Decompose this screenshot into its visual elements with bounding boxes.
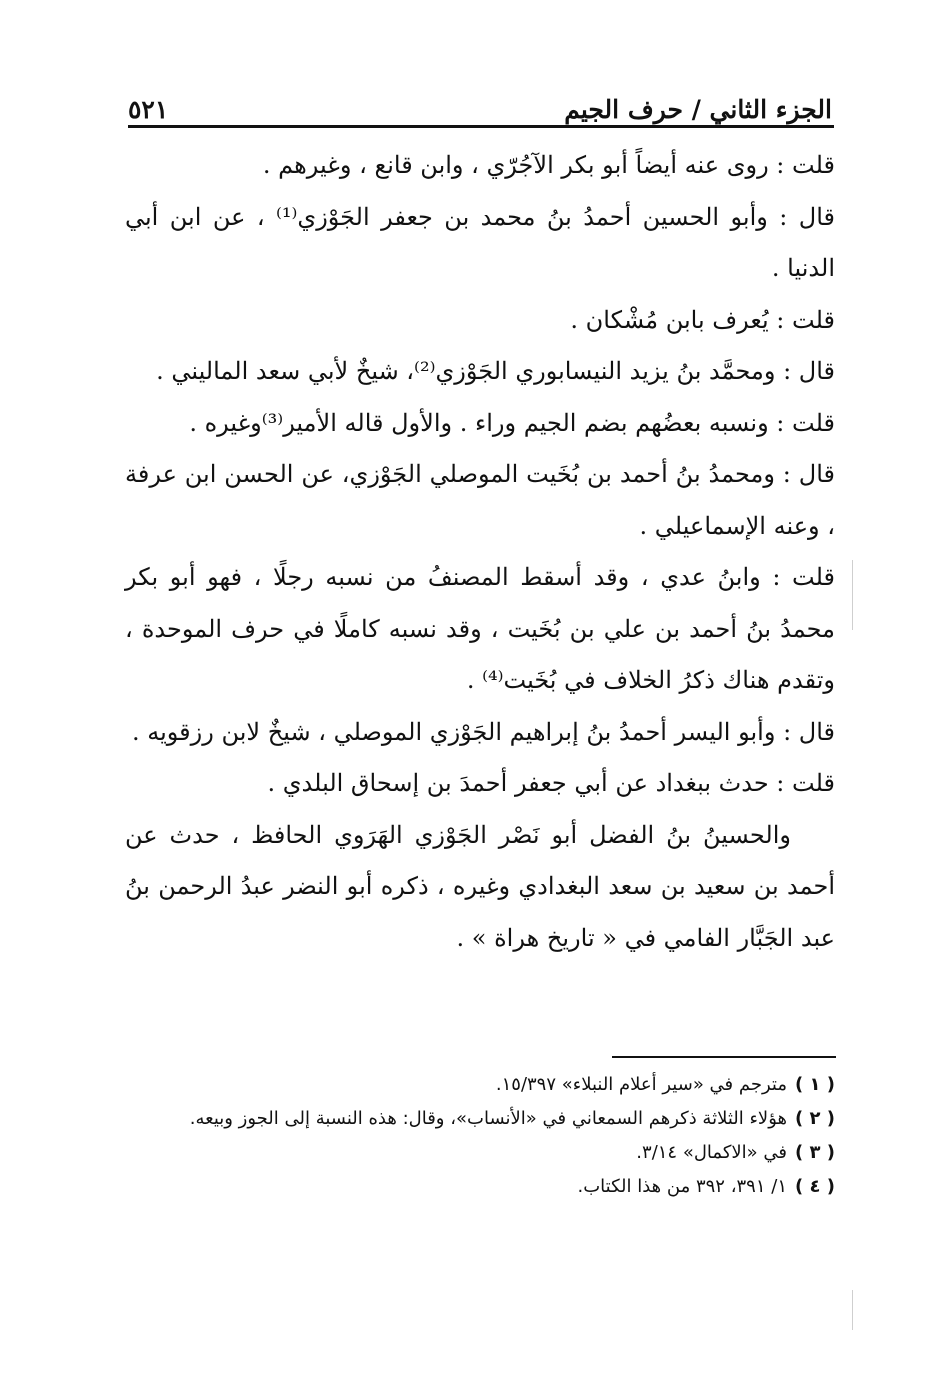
footnote-number: ( ٤ )	[795, 1176, 835, 1197]
paragraph: قلت : ونسبه بعضُهم بضم الجيم وراء . والأول قاله الأمير⁽³⁾وغيره .	[189, 408, 835, 437]
paragraph: قلت : وابنُ عدي ، وقد أسقط المصنفُ من نسبه رجلًا ، فهو أبو بكر محمدُ بنُ أحمد بن علي بن بُخَيت ، وقد نسبه كاملًا في حرف الموحدة ، وتقدم هناك ذكرُ الخلاف في بُخَيت⁽⁴⁾ .	[125, 563, 835, 694]
footnote	[125, 1136, 835, 1170]
paragraph: والحسينُ بنُ الفضل أبو نَصْر الجَوْزي الهَرَوي الحافظ ، حدث عن أحمد بن سعيد بن سعد البغدادي وغيره ، ذكره أبو النضر عبدُ الرحمن بنُ عبد الجَبَّار الفامي في « تاريخ هراة » .	[125, 820, 835, 952]
footnote	[125, 1102, 835, 1136]
paragraph: قال : وأبو الحسين أحمدُ بنُ محمد بن جعفر الجَوْزي⁽¹⁾ ، عن ابن أبي الدنيا .	[125, 202, 835, 282]
footnote-number: ( ٢ )	[795, 1108, 835, 1129]
scan-margin-mark	[852, 1290, 853, 1330]
footnote	[125, 1068, 835, 1102]
footnote-text: مترجم في «سير أعلام النبلاء» ١٥/٣٩٧.	[495, 1074, 787, 1095]
running-header	[128, 78, 832, 124]
paragraph: قلت : روى عنه أيضاً أبو بكر الآجُرّي ، وابن قانع ، وغيرهم .	[262, 151, 835, 179]
paragraph: قال : ومحمَّد بنُ يزيد النيسابوري الجَوْزي⁽²⁾، شيخٌ لأبي سعد الماليني .	[156, 357, 835, 385]
paragraph: قلت : يُعرف بابن مُشْكان .	[570, 305, 835, 334]
page-number: ٥٢١	[128, 95, 169, 124]
footnote-text: في «الاكمال» ٣/١٤.	[636, 1142, 787, 1163]
footnote-number: ( ١ )	[795, 1074, 835, 1095]
footnote-rule	[612, 1056, 836, 1058]
footnote-text: ١/ ٣٩١، ٣٩٢ من هذا الكتاب.	[577, 1176, 787, 1197]
footnotes	[125, 1068, 835, 1204]
footnote-text: هؤلاء الثلاثة ذكرهم السمعاني في «الأنساب»، وقال: هذه النسبة إلى الجوز وبيعه.	[189, 1108, 787, 1129]
running-title: الجزء الثاني / حرف الجيم	[564, 95, 832, 124]
main-text	[125, 140, 835, 964]
paragraph: قلت : حدث ببغداد عن أبي جعفر أحمدَ بن إسحاق البلدي .	[267, 769, 835, 797]
footnote-number: ( ٣ )	[795, 1142, 835, 1163]
scan-margin-mark	[852, 560, 853, 630]
paragraph: قال : ومحمدُ بنُ أحمد بن بُخَيت الموصلي الجَوْزي، عن الحسن ابن عرفة ، وعنه الإسماعيلي .	[125, 460, 835, 540]
footnote	[125, 1170, 835, 1204]
header-rule	[128, 125, 834, 128]
paragraph: قال : وأبو اليسر أحمدُ بنُ إبراهيم الجَوْزي الموصلي ، شيخٌ لابن رزقويه .	[131, 717, 835, 746]
